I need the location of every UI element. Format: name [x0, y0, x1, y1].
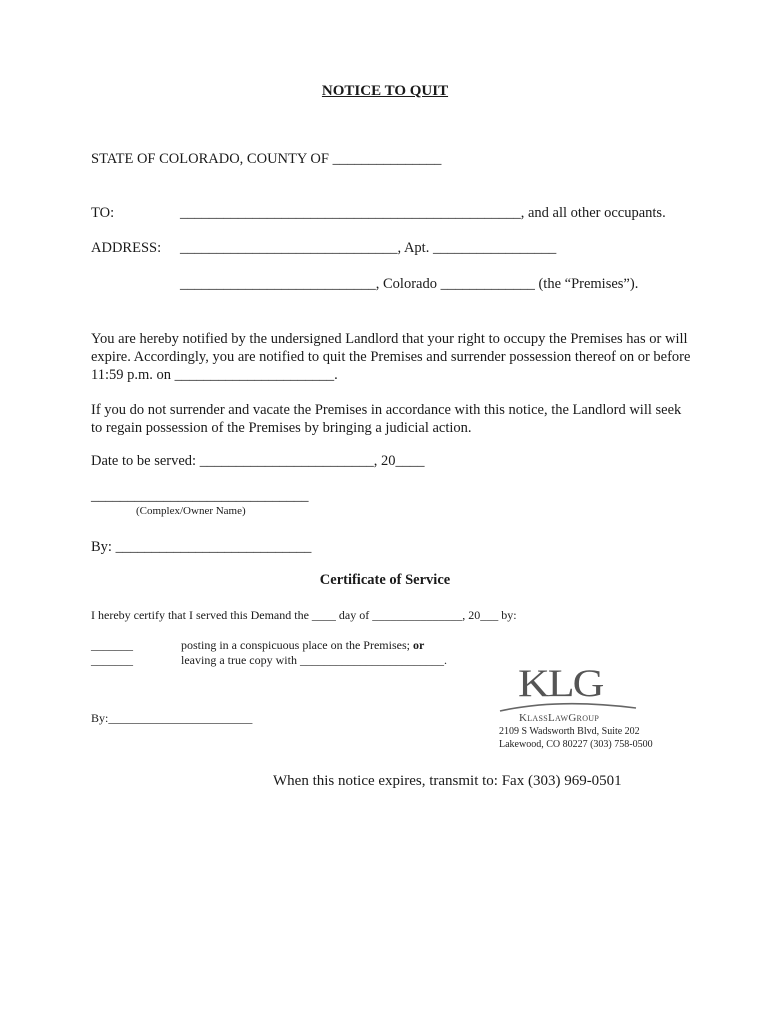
to-field: _______________________________________________, and all other occupants.: [180, 205, 666, 221]
by-signature-line: By: ___________________________: [91, 539, 312, 555]
option-leaving-text: leaving a true copy with ________________________.: [181, 653, 447, 667]
firm-address-1: 2109 S Wadsworth Blvd, Suite 202: [499, 726, 640, 737]
notice-paragraph: You are hereby notified by the undersigned Landlord that your right to occupy the Premises has or will expire. Accordingly, you are notified to quit the Premises and surrender possession thereof on or before 11:59 p.m. on ______________________.: [91, 331, 691, 383]
option-posting-text: posting in a conspicuous place on the Premises;: [181, 638, 410, 652]
state-county-line: STATE OF COLORADO, COUNTY OF _______________: [91, 151, 442, 167]
option-posting: [181, 638, 424, 653]
date-served-line: Date to be served: ________________________, 20____: [91, 453, 425, 469]
address-label: ADDRESS:: [91, 240, 162, 256]
option-posting-blank: _______: [91, 638, 133, 652]
option-leaving-blank: _______: [91, 653, 133, 667]
certify-statement: I hereby certify that I served this Demand the ____ day of _______________, 20___ by:: [91, 608, 517, 622]
address-line-1: ______________________________, Apt. _________________: [180, 240, 557, 256]
klg-logo-name: KlassLawGroup: [519, 712, 600, 724]
consequence-paragraph: If you do not surrender and vacate the Premises in accordance with this notice, the Landlord will seek to regain possession of the Premises by bringing a judicial action.: [91, 402, 682, 436]
klg-logo-mark: KLG: [518, 660, 603, 705]
document-title: NOTICE TO QUIT: [321, 83, 449, 99]
owner-signature-line: ______________________________: [91, 488, 309, 504]
footer-fax-note: When this notice expires, transmit to: Fax (303) 969-0501: [273, 773, 622, 789]
to-label: TO:: [91, 205, 115, 221]
certificate-by-line: By:________________________: [91, 711, 253, 725]
address-line-2: ___________________________, Colorado _____________ (the “Premises”).: [180, 276, 639, 292]
certificate-title: Certificate of Service: [319, 572, 451, 588]
firm-address-2: Lakewood, CO 80227 (303) 758-0500: [499, 739, 653, 750]
owner-name-label: (Complex/Owner Name): [136, 505, 246, 517]
option-or-text: or: [412, 638, 425, 652]
